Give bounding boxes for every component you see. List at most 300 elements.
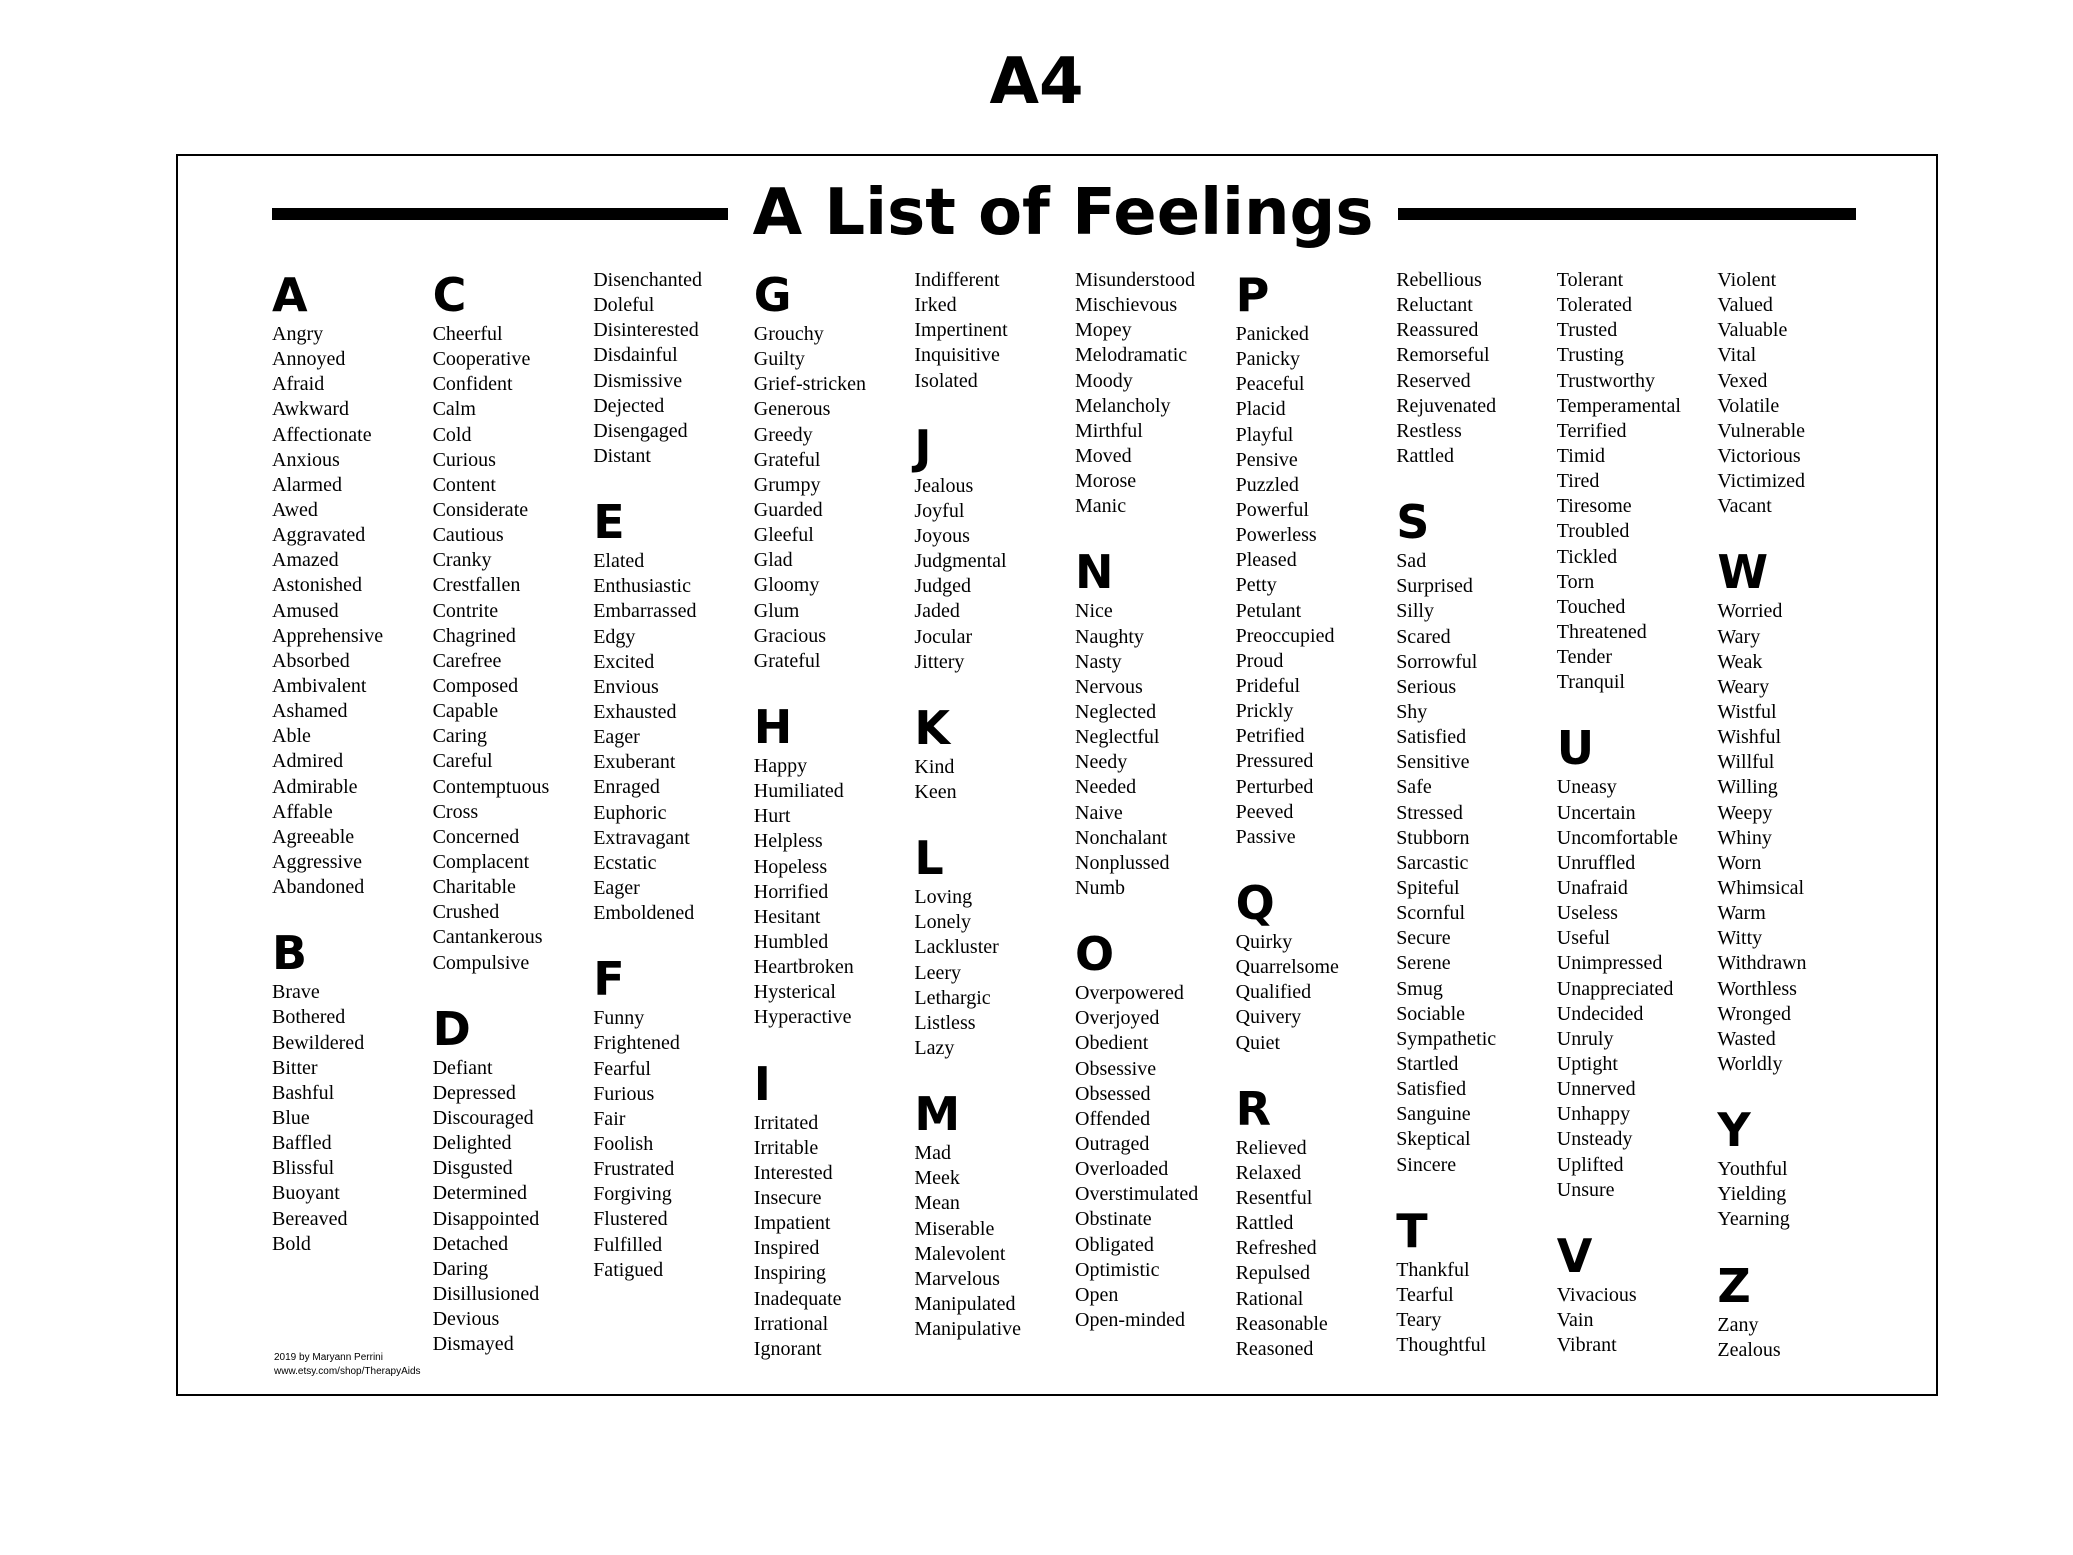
- feeling-word: Stressed: [1396, 801, 1463, 824]
- feeling-word: Unnerved: [1556, 1078, 1636, 1101]
- feeling-word: Temperamental: [1556, 394, 1681, 417]
- feeling-word: Gracious: [753, 624, 826, 647]
- feeling-word: Unsure: [1556, 1178, 1615, 1201]
- feeling-word: Naive: [1075, 801, 1123, 824]
- feeling-word: Admirable: [272, 775, 358, 798]
- feeling-word: Baffled: [272, 1132, 332, 1155]
- feeling-word: Concerned: [432, 825, 520, 848]
- letter-group: [914, 420, 1072, 675]
- feeling-word: Detached: [432, 1232, 509, 1255]
- feeling-word: Powerful: [1235, 498, 1309, 521]
- feeling-word: Aggravated: [272, 524, 366, 547]
- feeling-word: Relaxed: [1235, 1161, 1302, 1184]
- letter-group: [1717, 545, 1875, 1077]
- feeling-word: Worried: [1717, 600, 1783, 623]
- section-letter: P: [1235, 268, 1270, 322]
- feeling-word: Alarmed: [272, 473, 342, 496]
- feeling-word: Aggressive: [272, 850, 362, 873]
- feeling-word: Ignorant: [753, 1337, 822, 1360]
- feeling-word: Guilty: [753, 348, 805, 371]
- feeling-word: Moody: [1075, 369, 1133, 392]
- feeling-word: Overstimulated: [1075, 1183, 1199, 1206]
- feeling-word: Calm: [432, 398, 476, 421]
- feeling-word: Open: [1075, 1283, 1119, 1306]
- feeling-word: Frustrated: [593, 1158, 675, 1181]
- feeling-word: Daring: [432, 1257, 489, 1280]
- feeling-word: Hesitant: [753, 905, 821, 928]
- feeling-word: Torn: [1556, 570, 1595, 593]
- feelings-column: [1396, 268, 1554, 1358]
- feeling-word: Placid: [1235, 398, 1286, 421]
- feeling-word: Pensive: [1235, 448, 1298, 471]
- feeling-word: Humbled: [753, 930, 829, 953]
- feeling-word: Guarded: [753, 498, 823, 521]
- feeling-word: Quirky: [1235, 930, 1293, 953]
- feeling-word: Spiteful: [1396, 876, 1460, 899]
- feeling-word: Irrational: [753, 1312, 829, 1335]
- feeling-word: Needed: [1075, 776, 1137, 799]
- section-letter: Q: [1235, 875, 1275, 930]
- feeling-word: Thoughtful: [1396, 1334, 1487, 1357]
- feeling-word: Uptight: [1556, 1052, 1618, 1075]
- feeling-word: Nasty: [1075, 650, 1122, 673]
- feeling-word: Reasonable: [1235, 1312, 1328, 1335]
- feeling-word: Glum: [753, 599, 800, 622]
- feeling-word: Manic: [1075, 495, 1127, 518]
- feeling-word: Weak: [1717, 650, 1763, 673]
- feeling-word: Petty: [1235, 574, 1277, 597]
- letter-group: [593, 952, 751, 1283]
- letter-group: [272, 926, 430, 1257]
- feeling-word: Moved: [1075, 444, 1132, 467]
- feeling-word: Vital: [1717, 344, 1757, 367]
- feeling-word: Kind: [914, 755, 955, 778]
- feeling-word: Worldly: [1717, 1052, 1783, 1075]
- feeling-word: Startled: [1396, 1052, 1459, 1075]
- feeling-word: Curious: [432, 448, 496, 471]
- feeling-word: Disillusioned: [432, 1282, 540, 1305]
- section-letter: E: [593, 495, 625, 550]
- feeling-word: Affectionate: [272, 423, 372, 446]
- feeling-word: Jittery: [914, 650, 965, 673]
- feeling-word: Victorious: [1717, 444, 1801, 467]
- feeling-word: Wishful: [1717, 726, 1782, 749]
- feeling-word: Hopeless: [753, 855, 828, 878]
- feeling-word: Pleased: [1235, 549, 1297, 572]
- feeling-word: Discouraged: [432, 1106, 534, 1129]
- feeling-word: Happy: [753, 754, 808, 777]
- feeling-word: Mean: [914, 1192, 960, 1215]
- feeling-word: Grumpy: [753, 473, 821, 496]
- feeling-word: Qualified: [1235, 981, 1312, 1004]
- feeling-word: Valued: [1717, 294, 1773, 317]
- feeling-word: Scornful: [1396, 902, 1466, 925]
- feeling-word: Volatile: [1717, 394, 1780, 417]
- feeling-word: Generous: [753, 398, 831, 421]
- feeling-word: Prideful: [1235, 674, 1301, 697]
- feeling-word: Embarrassed: [593, 600, 697, 623]
- feeling-word: Charitable: [432, 876, 516, 899]
- letter-group: [1717, 268, 1875, 519]
- feeling-word: Tired: [1556, 470, 1600, 493]
- feeling-word: Extravagant: [593, 826, 690, 849]
- feeling-word: Disappointed: [432, 1207, 540, 1230]
- feeling-word: Edgy: [593, 625, 636, 648]
- feeling-word: Carefree: [432, 649, 502, 672]
- feeling-word: Grief-stricken: [753, 373, 866, 396]
- feeling-word: Uplifted: [1556, 1153, 1624, 1176]
- poster-title: A List of Feelings: [752, 176, 1374, 250]
- feeling-word: Tickled: [1556, 545, 1618, 568]
- feeling-word: Apprehensive: [272, 624, 384, 647]
- feeling-word: Eager: [593, 876, 640, 899]
- feeling-word: Victimized: [1717, 470, 1806, 493]
- feeling-word: Perturbed: [1235, 775, 1314, 798]
- feeling-word: Reserved: [1396, 369, 1471, 392]
- feeling-word: Mirthful: [1075, 419, 1143, 442]
- feeling-word: Preoccupied: [1235, 624, 1335, 647]
- feeling-word: Jaded: [914, 600, 960, 623]
- feeling-word: Lethargic: [914, 986, 991, 1009]
- feeling-word: Satisfied: [1396, 726, 1467, 749]
- feeling-word: Dismayed: [432, 1333, 514, 1356]
- feeling-word: Gloomy: [753, 574, 820, 597]
- feeling-word: Hyperactive: [753, 1006, 852, 1029]
- feeling-word: Unhappy: [1556, 1103, 1631, 1126]
- feeling-word: Delighted: [432, 1132, 512, 1155]
- feeling-word: Panicked: [1235, 323, 1309, 345]
- feeling-word: Awkward: [272, 398, 350, 421]
- feeling-word: Miserable: [914, 1217, 995, 1240]
- feeling-word: Nervous: [1075, 675, 1143, 698]
- feeling-word: Stubborn: [1396, 826, 1470, 849]
- feeling-word: Nonchalant: [1075, 826, 1168, 849]
- feeling-word: Trusted: [1556, 319, 1618, 342]
- feelings-column: [1236, 268, 1394, 1362]
- feeling-word: Gleeful: [753, 524, 814, 547]
- feeling-word: Admired: [272, 750, 344, 773]
- feeling-word: Funny: [593, 1007, 645, 1030]
- feeling-word: Needy: [1075, 751, 1128, 774]
- section-letter: K: [914, 700, 951, 755]
- feeling-word: Greedy: [753, 423, 813, 446]
- section-letter: U: [1556, 721, 1595, 776]
- letter-group: [433, 268, 591, 976]
- feeling-word: Able: [272, 725, 311, 748]
- feeling-word: Vain: [1556, 1308, 1594, 1331]
- feeling-word: Resentful: [1235, 1186, 1313, 1209]
- feeling-word: Inquisitive: [914, 344, 1000, 367]
- feeling-word: Serious: [1396, 675, 1457, 698]
- feeling-word: Wistful: [1717, 700, 1777, 723]
- feeling-word: Marvelous: [914, 1267, 1000, 1290]
- section-letter: C: [432, 268, 467, 322]
- feelings-column: [593, 268, 751, 1283]
- feeling-word: Helpless: [753, 830, 823, 853]
- feeling-word: Panicky: [1235, 348, 1301, 371]
- feeling-word: Cooperative: [432, 348, 531, 371]
- letter-group: [1236, 268, 1394, 850]
- feeling-word: Proud: [1235, 649, 1284, 672]
- feeling-word: Reasoned: [1235, 1337, 1314, 1360]
- feeling-word: Sincere: [1396, 1153, 1457, 1176]
- feeling-word: Silly: [1396, 600, 1434, 623]
- feeling-word: Overloaded: [1075, 1158, 1169, 1181]
- feeling-word: Troubled: [1556, 520, 1630, 543]
- credit-author: 2019 by Maryann Perrini: [274, 1352, 383, 1363]
- feeling-word: Impatient: [753, 1212, 831, 1235]
- feeling-word: Reluctant: [1396, 294, 1473, 317]
- feeling-word: Rattled: [1396, 444, 1454, 467]
- feeling-word: Withdrawn: [1717, 952, 1807, 975]
- letter-group: [914, 268, 1072, 394]
- feeling-word: Listless: [914, 1011, 976, 1034]
- section-letter: G: [753, 268, 792, 322]
- title-rule-right: [1398, 208, 1856, 220]
- section-letter: T: [1396, 1203, 1428, 1258]
- letter-group: [1396, 495, 1554, 1178]
- feeling-word: Grouchy: [753, 323, 824, 345]
- feeling-word: Numb: [1075, 876, 1125, 899]
- feeling-word: Sorrowful: [1396, 650, 1478, 673]
- feeling-word: Considerate: [432, 498, 529, 521]
- feeling-word: Capable: [432, 700, 499, 723]
- feeling-word: Angry: [272, 323, 324, 345]
- feeling-word: Rebellious: [1396, 269, 1482, 291]
- feeling-word: Worthless: [1717, 977, 1797, 1000]
- feeling-word: Tiresome: [1556, 495, 1632, 518]
- feeling-word: Glad: [753, 549, 793, 572]
- feeling-word: Annoyed: [272, 348, 346, 371]
- feeling-word: Elated: [593, 550, 645, 573]
- feeling-word: Satisfied: [1396, 1078, 1467, 1101]
- feeling-word: Fair: [593, 1107, 626, 1130]
- letter-group: [272, 268, 430, 900]
- feeling-word: Repulsed: [1235, 1262, 1311, 1285]
- feeling-word: Caring: [432, 725, 488, 748]
- letter-group: [914, 831, 1072, 1061]
- feelings-column: [1075, 268, 1233, 1333]
- section-letter: O: [1075, 927, 1115, 982]
- feeling-word: Disdainful: [593, 344, 678, 367]
- feeling-word: Petulant: [1235, 599, 1302, 622]
- section-letter: S: [1396, 495, 1430, 550]
- feeling-word: Envious: [593, 675, 659, 698]
- feeling-word: Ecstatic: [593, 851, 657, 874]
- section-letter: N: [1075, 545, 1114, 600]
- letter-group: [1717, 1259, 1875, 1363]
- feeling-word: Wasted: [1717, 1027, 1776, 1050]
- feeling-word: Unafraid: [1556, 876, 1628, 899]
- feeling-word: Content: [432, 473, 496, 496]
- feeling-word: Prickly: [1235, 700, 1294, 723]
- feeling-word: Indifferent: [914, 269, 1000, 291]
- feeling-word: Vacant: [1717, 495, 1772, 518]
- feeling-word: Malevolent: [914, 1242, 1006, 1265]
- feeling-word: Surprised: [1396, 575, 1473, 598]
- feeling-word: Nonplussed: [1075, 851, 1170, 874]
- feeling-word: Threatened: [1556, 620, 1647, 643]
- feeling-word: Melancholy: [1075, 394, 1171, 417]
- feeling-word: Blissful: [272, 1157, 335, 1180]
- feeling-word: Mopey: [1075, 319, 1132, 342]
- letter-group: [593, 268, 751, 469]
- feeling-word: Willing: [1717, 776, 1778, 799]
- feeling-word: Leery: [914, 961, 962, 984]
- section-letter: D: [432, 1001, 471, 1056]
- feeling-word: Insecure: [753, 1186, 822, 1209]
- feeling-word: Unappreciated: [1556, 977, 1674, 1000]
- feeling-word: Uncomfortable: [1556, 826, 1678, 849]
- letter-group: [1396, 268, 1554, 469]
- section-letter: R: [1235, 1081, 1272, 1136]
- feeling-word: Ambivalent: [272, 674, 367, 697]
- feeling-word: Zealous: [1717, 1338, 1781, 1361]
- title-rule-left: [272, 208, 728, 220]
- feeling-word: Melodramatic: [1075, 344, 1188, 367]
- feeling-word: Trustworthy: [1556, 369, 1655, 392]
- feeling-word: Brave: [272, 981, 320, 1004]
- section-letter: L: [914, 831, 944, 886]
- feeling-word: Furious: [593, 1082, 655, 1105]
- paper-size-label: A4: [989, 45, 1084, 119]
- feeling-word: Violent: [1717, 269, 1777, 291]
- feeling-word: Vulnerable: [1717, 419, 1806, 442]
- feeling-word: Pressured: [1235, 750, 1314, 773]
- feeling-word: Abandoned: [272, 876, 365, 899]
- feeling-word: Contemptuous: [432, 775, 550, 798]
- feeling-word: Foolish: [593, 1132, 654, 1155]
- feeling-word: Obedient: [1075, 1032, 1149, 1055]
- letter-group: [754, 268, 912, 674]
- feelings-column: [1717, 268, 1875, 1363]
- feeling-word: Terrified: [1556, 419, 1627, 442]
- feeling-word: Whiny: [1717, 826, 1772, 849]
- feeling-word: Obligated: [1075, 1233, 1154, 1256]
- feeling-word: Horrified: [753, 880, 829, 903]
- feeling-word: Wary: [1717, 625, 1761, 648]
- letter-group: [1557, 268, 1715, 695]
- feeling-word: Outraged: [1075, 1132, 1150, 1155]
- feeling-word: Inspired: [753, 1237, 820, 1260]
- feeling-word: Joyful: [914, 499, 965, 522]
- feeling-word: Unimpressed: [1556, 952, 1663, 975]
- feeling-word: Useful: [1556, 927, 1611, 950]
- feeling-word: Afraid: [272, 373, 325, 396]
- feeling-word: Thankful: [1396, 1258, 1470, 1281]
- feeling-word: Confident: [432, 373, 513, 396]
- feeling-word: Sympathetic: [1396, 1027, 1497, 1050]
- feeling-word: Enraged: [593, 776, 660, 799]
- feeling-word: Offended: [1075, 1107, 1151, 1130]
- feeling-word: Hurt: [753, 805, 791, 828]
- feeling-word: Refreshed: [1235, 1237, 1317, 1260]
- feeling-word: Valuable: [1717, 319, 1788, 342]
- section-letter: Z: [1717, 1258, 1751, 1313]
- feeling-word: Fatigued: [593, 1258, 664, 1281]
- feeling-word: Restless: [1396, 419, 1462, 442]
- feeling-word: Bothered: [272, 1006, 346, 1029]
- feeling-word: Overjoyed: [1075, 1007, 1160, 1030]
- section-letter: H: [753, 699, 793, 754]
- feeling-word: Manipulative: [914, 1318, 1022, 1341]
- feeling-word: Tolerated: [1556, 294, 1633, 317]
- feeling-word: Lazy: [914, 1036, 955, 1059]
- feeling-word: Unruly: [1556, 1027, 1614, 1050]
- feeling-word: Trusting: [1556, 344, 1624, 367]
- feeling-word: Tranquil: [1556, 671, 1625, 694]
- feeling-word: Inadequate: [753, 1287, 842, 1310]
- credit-url: www.etsy.com/shop/TherapyAids: [274, 1366, 421, 1377]
- feeling-word: Naughty: [1075, 625, 1144, 648]
- feelings-column: [272, 268, 430, 1257]
- feeling-word: Bitter: [272, 1056, 318, 1079]
- letter-group: [914, 701, 1072, 805]
- feeling-word: Crestfallen: [432, 574, 521, 597]
- feeling-word: Mischievous: [1075, 294, 1178, 317]
- feeling-word: Worn: [1717, 851, 1762, 874]
- feeling-word: Complacent: [432, 850, 530, 873]
- feeling-word: Eager: [593, 726, 640, 749]
- letter-group: [1236, 876, 1394, 1056]
- feeling-word: Disgusted: [432, 1157, 513, 1180]
- section-letter: M: [914, 1087, 961, 1142]
- feeling-word: Irked: [914, 294, 957, 317]
- feeling-word: Distant: [593, 444, 651, 467]
- feeling-word: Yearning: [1717, 1208, 1790, 1231]
- feeling-word: Unsteady: [1556, 1128, 1633, 1151]
- feeling-word: Doleful: [593, 294, 655, 317]
- feeling-word: Euphoric: [593, 801, 667, 824]
- feeling-word: Neglected: [1075, 700, 1157, 723]
- feelings-column: [1557, 268, 1715, 1358]
- feeling-word: Forgiving: [593, 1183, 672, 1206]
- feeling-word: Witty: [1717, 927, 1763, 950]
- feeling-word: Rejuvenated: [1396, 394, 1497, 417]
- letter-group: [433, 1002, 591, 1358]
- feeling-word: Contrite: [432, 599, 499, 622]
- feeling-word: Grateful: [753, 649, 821, 672]
- feeling-word: Weepy: [1717, 801, 1773, 824]
- feeling-word: Joyous: [914, 524, 970, 547]
- feeling-word: Youthful: [1717, 1158, 1788, 1181]
- section-letter: V: [1556, 1228, 1593, 1283]
- feeling-word: Serene: [1396, 952, 1451, 975]
- feeling-word: Quiet: [1235, 1031, 1281, 1054]
- feeling-word: Obsessed: [1075, 1082, 1151, 1105]
- feeling-word: Uncertain: [1556, 801, 1636, 824]
- feeling-word: Weary: [1717, 675, 1770, 698]
- feeling-word: Isolated: [914, 369, 978, 392]
- letter-group: [1075, 268, 1233, 519]
- feeling-word: Willful: [1717, 751, 1775, 774]
- feeling-word: Absorbed: [272, 649, 350, 672]
- feeling-word: Morose: [1075, 470, 1137, 493]
- feeling-word: Amused: [272, 599, 339, 622]
- feeling-word: Flustered: [593, 1208, 668, 1231]
- feeling-word: Rattled: [1235, 1212, 1294, 1235]
- feeling-word: Shy: [1396, 700, 1428, 723]
- feeling-word: Chagrined: [432, 624, 516, 647]
- feeling-word: Fearful: [593, 1057, 651, 1080]
- letter-group: [1557, 721, 1715, 1202]
- feeling-word: Obsessive: [1075, 1057, 1157, 1080]
- feeling-word: Ashamed: [272, 700, 348, 723]
- feeling-word: Tender: [1556, 646, 1613, 669]
- feeling-word: Jealous: [914, 474, 974, 497]
- feeling-word: Tolerant: [1556, 269, 1624, 291]
- feeling-word: Judged: [914, 575, 972, 598]
